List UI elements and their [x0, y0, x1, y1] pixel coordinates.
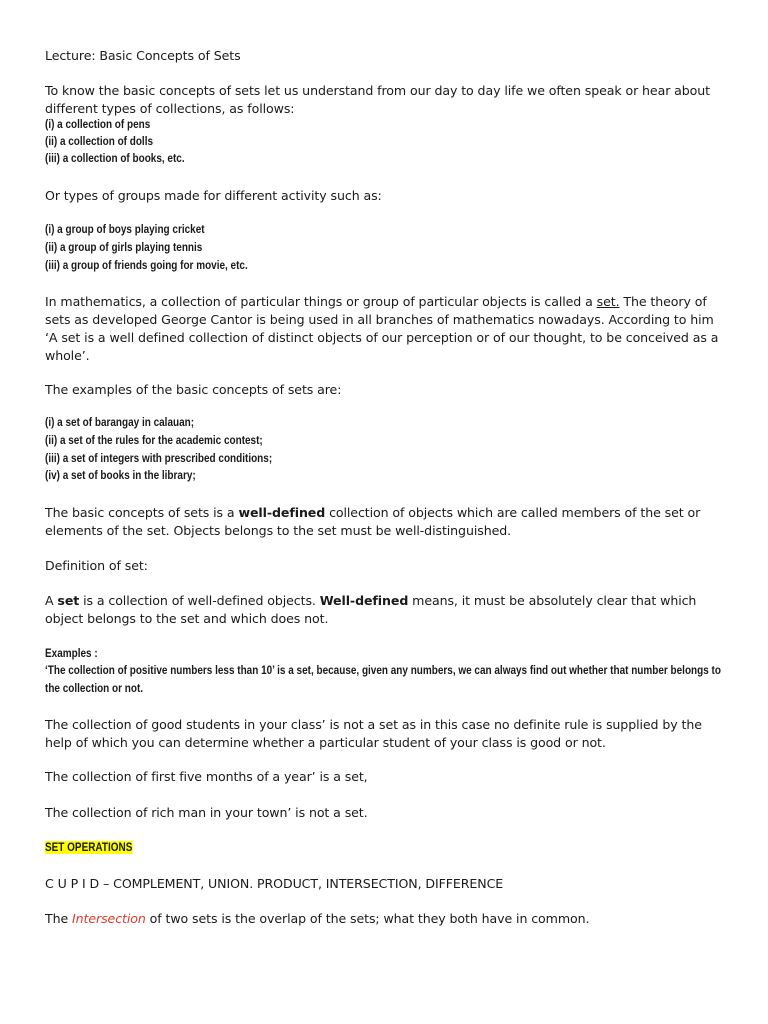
- set-bold-term: set: [57, 593, 80, 608]
- set-operations-highlight: SET OPERATIONS: [45, 841, 133, 854]
- definition-a: A: [45, 593, 58, 608]
- good-students-paragraph: The collection of good students in your class’ is not a set as in this case no definite rule is supplied by the help of which you can determine whether a particular student of your class is good or not.: [45, 717, 702, 750]
- example-item: (iv) a set of books in the library;: [45, 469, 196, 482]
- examples-intro: The examples of the basic concepts of sets are:: [45, 382, 342, 397]
- set-term: set.: [596, 294, 620, 309]
- examples-heading: Examples :: [45, 647, 98, 660]
- example-item: (ii) a set of the rules for the academic contest;: [45, 434, 263, 447]
- intersection-before: The: [45, 911, 73, 926]
- group-item: (i) a group of boys playing cricket: [45, 223, 205, 236]
- example-item: (i) a set of barangay in calauan;: [45, 416, 195, 429]
- math-paragraph: [45, 293, 725, 365]
- set-operations-heading: [45, 839, 630, 857]
- cupid-line: C U P I D – COMPLEMENT, UNION. PRODUCT, INTERSECTION, DIFFERENCE: [45, 876, 504, 891]
- collection-item: (ii) a collection of dolls: [45, 135, 154, 148]
- intersection-term: Intersection: [72, 911, 146, 926]
- definition-end: means, it must be absolutely clear that which object belongs to the set and which does not.: [45, 593, 697, 626]
- well-defined-bold-term: Well-defined: [319, 593, 409, 608]
- example-item: (iii) a set of integers with prescribed conditions;: [45, 452, 273, 465]
- intersection-after: of two sets is the overlap of the sets; what they both have in common.: [145, 911, 590, 926]
- intersection-paragraph: [45, 910, 725, 928]
- basic-text-before: The basic concepts of sets is a: [45, 505, 239, 520]
- five-months-paragraph: The collection of first five months of a year’ is a set,: [45, 769, 368, 784]
- collection-item: (i) a collection of pens: [45, 118, 151, 131]
- math-text-before: In mathematics, a collection of particular things or group of particular objects is called a: [45, 294, 597, 309]
- basic-concepts-paragraph: [45, 504, 725, 540]
- page-title: Lecture: Basic Concepts of Sets: [45, 48, 241, 63]
- rich-man-paragraph: The collection of rich man in your town’ is not a set.: [45, 805, 368, 820]
- intro-paragraph: To know the basic concepts of sets let us understand from our day to day life we often speak or hear about different types of collections, as follows:: [45, 83, 711, 116]
- group-item: (ii) a group of girls playing tennis: [45, 241, 203, 254]
- definition-paragraph: [45, 592, 725, 628]
- well-defined-term: well-defined: [238, 505, 326, 520]
- definition-mid: is a collection of well-defined objects.: [79, 593, 320, 608]
- groups-intro: Or types of groups made for different activity such as:: [45, 188, 382, 203]
- definition-heading: Definition of set:: [45, 558, 148, 573]
- math-text-after: The theory of sets as developed George Cantor is being used in all branches of mathematics nowadays. According to him ‘A set is a well defined collection of distinct objects of our perception or of our thought, to be conceived as a whole’.: [45, 294, 719, 363]
- example-text: ‘The collection of positive numbers less than 10’ is a set, because, given any numbers, we can always find out whether that number belongs to the collection or not.: [45, 664, 721, 695]
- group-item: (iii) a group of friends going for movie, etc.: [45, 259, 248, 272]
- basic-text-after: collection of objects which are called members of the set or elements of the set. Objects belongs to the set must be well-distinguished.: [45, 505, 701, 538]
- collection-item: (iii) a collection of books, etc.: [45, 152, 185, 165]
